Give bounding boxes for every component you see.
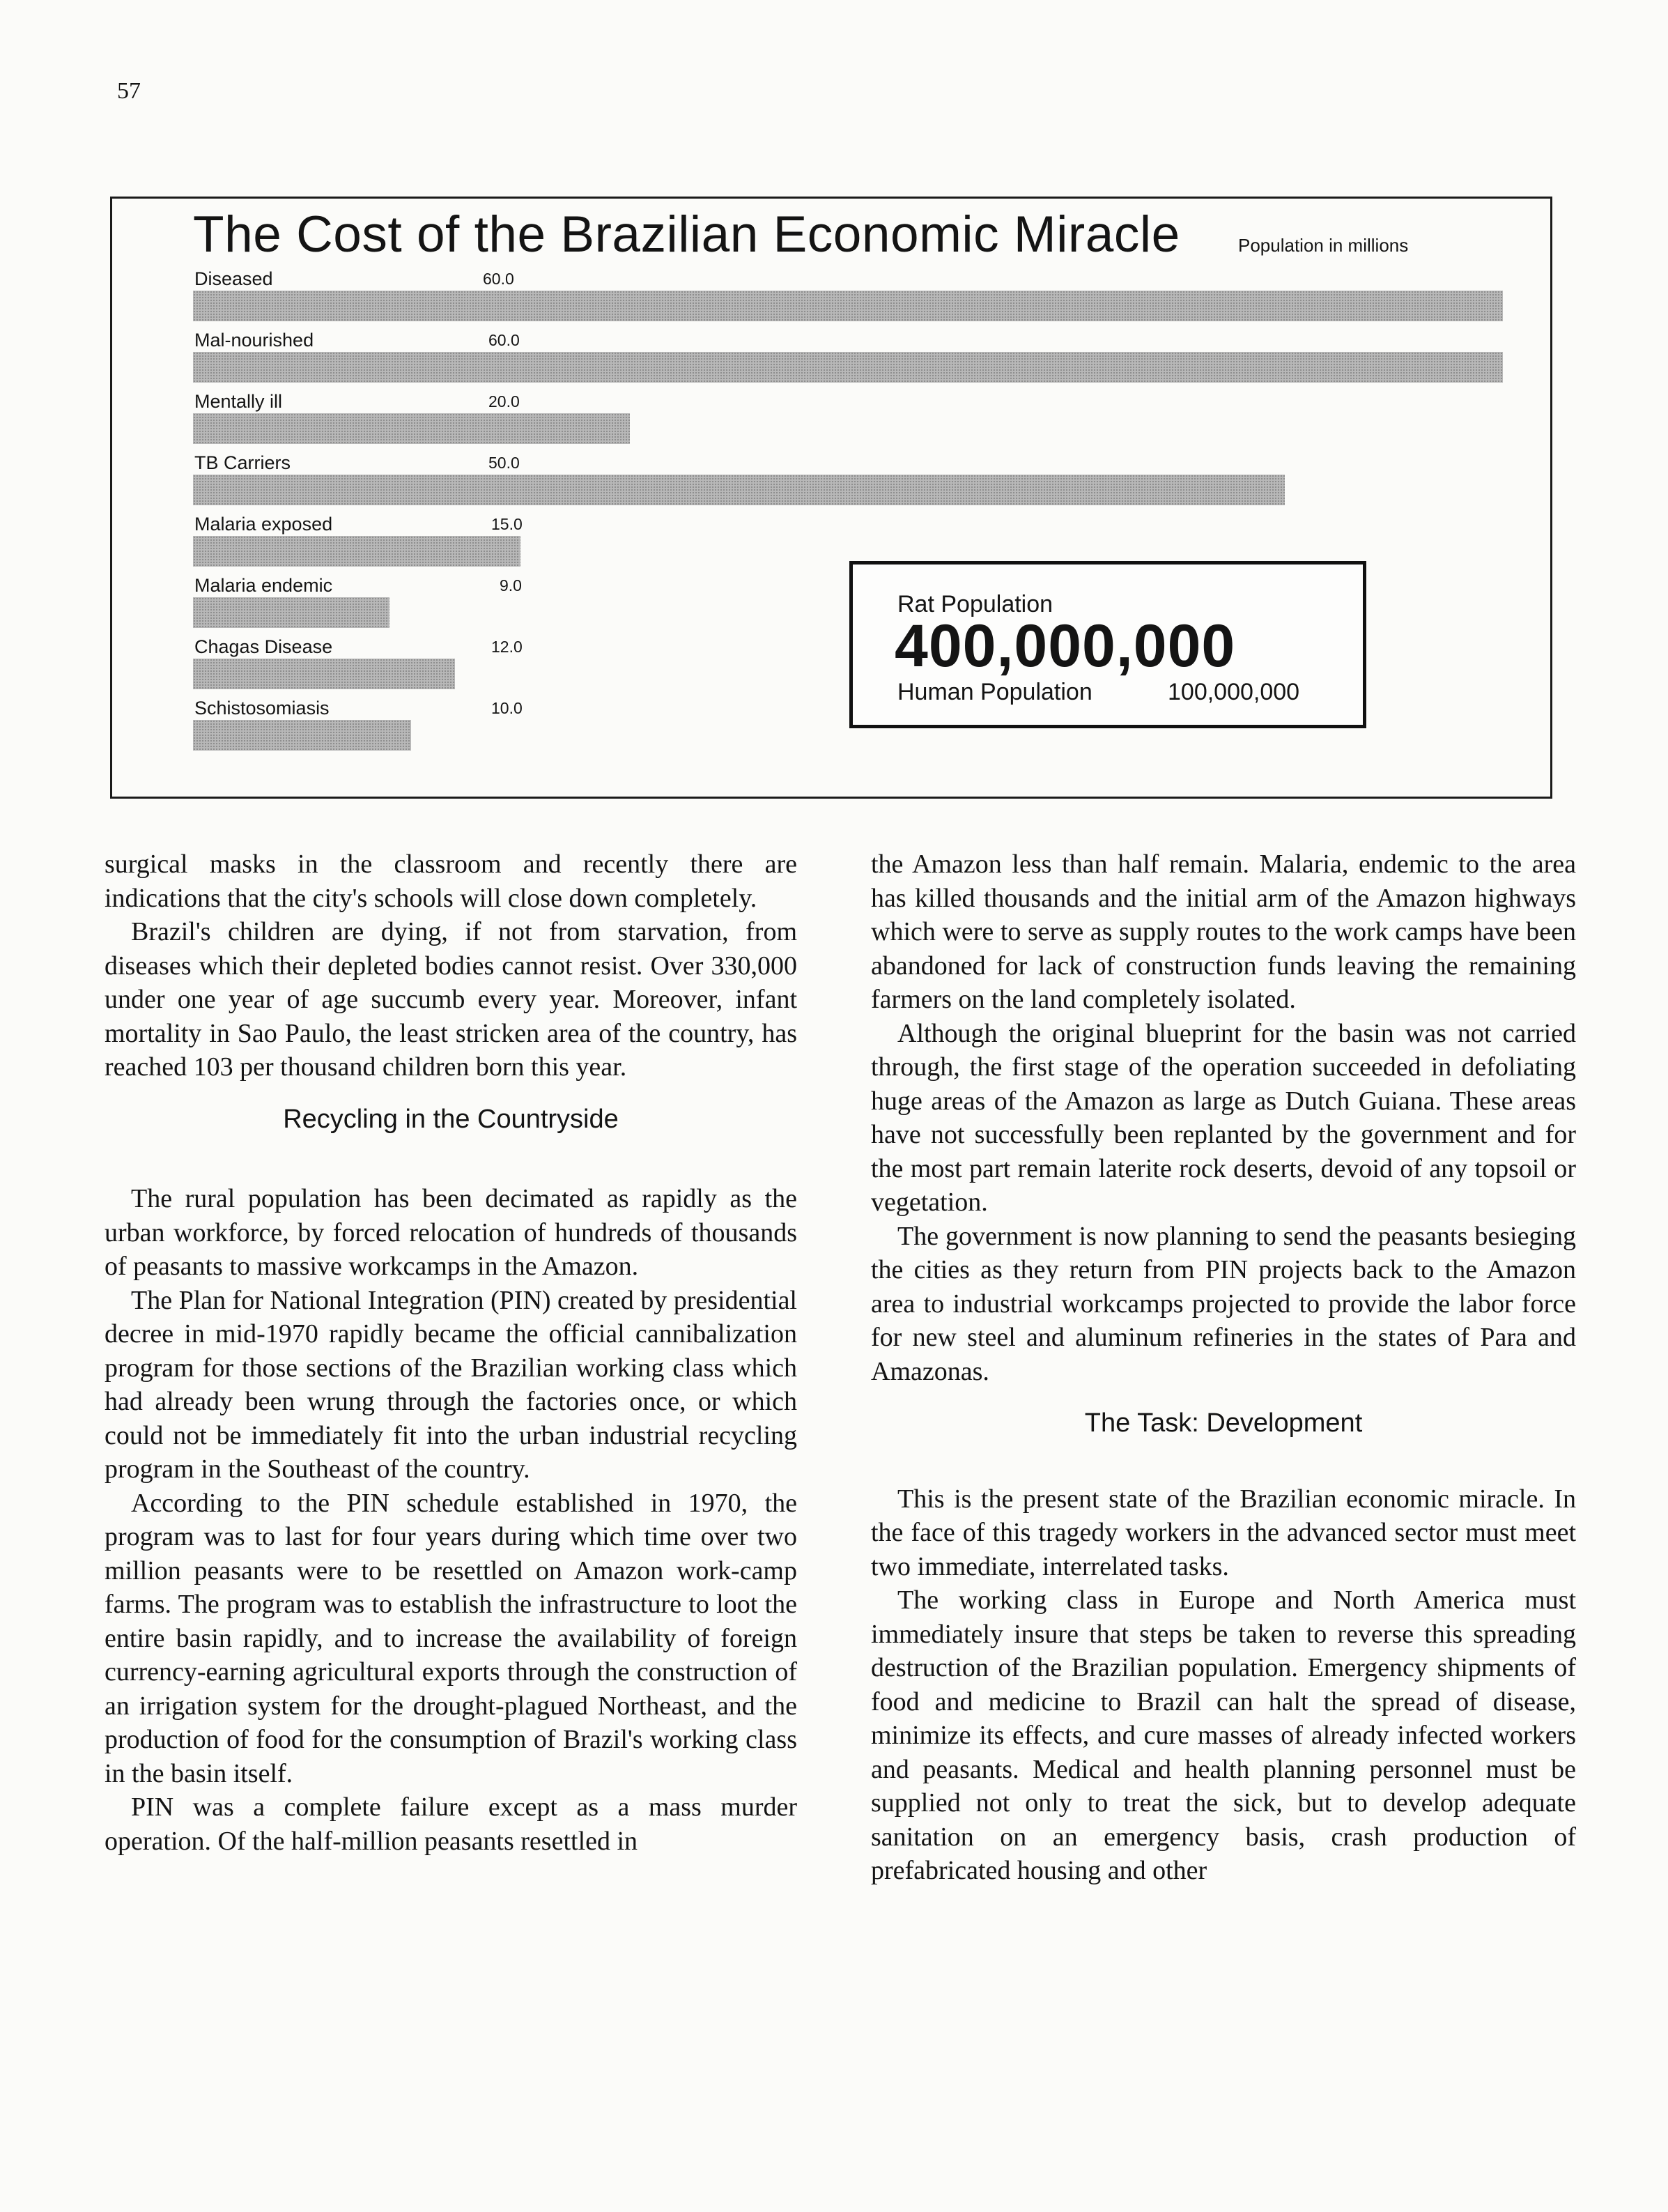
bar: [193, 597, 389, 628]
bar-label: Schistosomiasis: [194, 698, 330, 719]
chart-figure: [110, 197, 1552, 799]
bar-label: Mentally ill: [194, 391, 283, 412]
bar: [193, 720, 411, 751]
bar: [193, 475, 1285, 505]
chart-title: The Cost of the Brazilian Economic Miracle: [193, 206, 1180, 263]
bar-label: Diseased: [194, 268, 273, 289]
bar-value-label: 60.0: [483, 270, 514, 288]
bar-value-label: 50.0: [488, 454, 520, 472]
bar-value-label: 20.0: [488, 392, 520, 410]
bar-label: Malaria exposed: [194, 514, 333, 535]
paragraph: The government is now planning to send the peasants besieging the cities as they return from PIN projects back to the Amazon area to industrial workcamps projected to provide the labor force for new steel and aluminum refineries in the states of Para and Amazonas.: [871, 1221, 1576, 1386]
bar-label: Mal-nourished: [194, 330, 314, 351]
right-column: [871, 847, 1576, 1888]
bar-value-label: 12.0: [491, 638, 523, 656]
bar-value-label: 15.0: [491, 515, 523, 533]
bar-label: TB Carriers: [194, 452, 291, 473]
bar-label: Malaria endemic: [194, 575, 333, 596]
paragraph: According to the PIN schedule established in 1970, the program was to last for four years during which time over two million peasants were to be resettled on Amazon work-camp farms. The program was to establish the infrastructure to loot the entire basin rapidly, and to increase the availability of foreign currency-earning agricultural exports through the construction of an irrigation system for the drought-plagued Northeast, and the production of food for the consumption of Brazil's working class in the basin itself.: [105, 1488, 797, 1788]
human-population-label: Human Population: [897, 679, 1092, 705]
bar: [193, 659, 455, 689]
paragraph: The working class in Europe and North America must immediately insure that steps be taken to reverse this spreading destruction of the Brazilian population. Emergency shipments of food and medicine to Brazil can halt the spread of disease, minimize its effects, and cure masses of already infected workers and peasants. Medical and health planning personnel must be supplied not only to treat the sick, but to develop adequate sanitation on an emergency basis, crash production of prefabricated housing and other: [871, 1585, 1576, 1885]
rat-population-callout: [849, 561, 1366, 728]
paragraph: The rural population has been decimated as rapidly as the urban workforce, by forced relocation of hundreds of thousands of peasants to massive workcamps in the Amazon.: [105, 1184, 797, 1281]
rat-population-title: Rat Population: [897, 591, 1053, 617]
bar-value-label: 9.0: [500, 576, 522, 594]
rat-population-number: 400,000,000: [895, 613, 1236, 679]
page-number: 57: [117, 78, 141, 104]
bar: [193, 352, 1503, 383]
paragraph: surgical masks in the classroom and recently there are indications that the city's schools will close down completely.: [105, 850, 797, 913]
section-heading: Recycling in the Countryside: [283, 1104, 619, 1134]
paragraph: Although the original blueprint for the basin was not carried through, the first stage of the operation succeeded in defoliating huge areas of the Amazon as large as Dutch Guiana. These areas have not successfully been replanted by the government and for the most part remain laterite rock deserts, devoid of any topsoil or vegetation.: [871, 1018, 1576, 1217]
bar-label: Chagas Disease: [194, 636, 333, 657]
human-population-value: 100,000,000: [1168, 679, 1300, 705]
bar-value-label: 10.0: [491, 699, 523, 717]
bar: [193, 536, 520, 567]
paragraph: the Amazon less than half remain. Malaria, endemic to the area has killed thousands and the initial arm of the Amazon highways which were to serve as supply routes to the work camps have been abandoned for lack of construction funds leaving the remaining farmers on the land completely isolated.: [871, 850, 1576, 1014]
bar: [193, 413, 630, 444]
paragraph: The Plan for National Integration (PIN) created by presidential decree in mid-1970 rapidly became the official cannibalization program for those sections of the Brazilian working class which had already been wrung through the factories once, or which could not be immediately fit into the urban industrial recycling program in the Southeast of the country.: [105, 1285, 797, 1484]
paragraph: This is the present state of the Brazilian economic miracle. In the face of this tragedy workers in the advanced sector must meet two immediate, interrelated tasks.: [871, 1484, 1576, 1581]
bar: [193, 291, 1503, 321]
paragraph: PIN was a complete failure except as a mass murder operation. Of the half-million peasants resettled in: [105, 1792, 797, 1856]
section-heading: The Task: Development: [1084, 1408, 1363, 1438]
bar-value-label: 60.0: [488, 331, 520, 349]
chart-unit-label: Population in millions: [1238, 235, 1409, 256]
left-column: [105, 847, 797, 1858]
paragraph: Brazil's children are dying, if not from starvation, from diseases which their depleted bodies cannot resist. Over 330,000 under one year of age succumb every year. Moreover, infant mortality in Sao Paulo, the least stricken area of the country, has reached 103 per thousand children born this year.: [105, 917, 797, 1082]
